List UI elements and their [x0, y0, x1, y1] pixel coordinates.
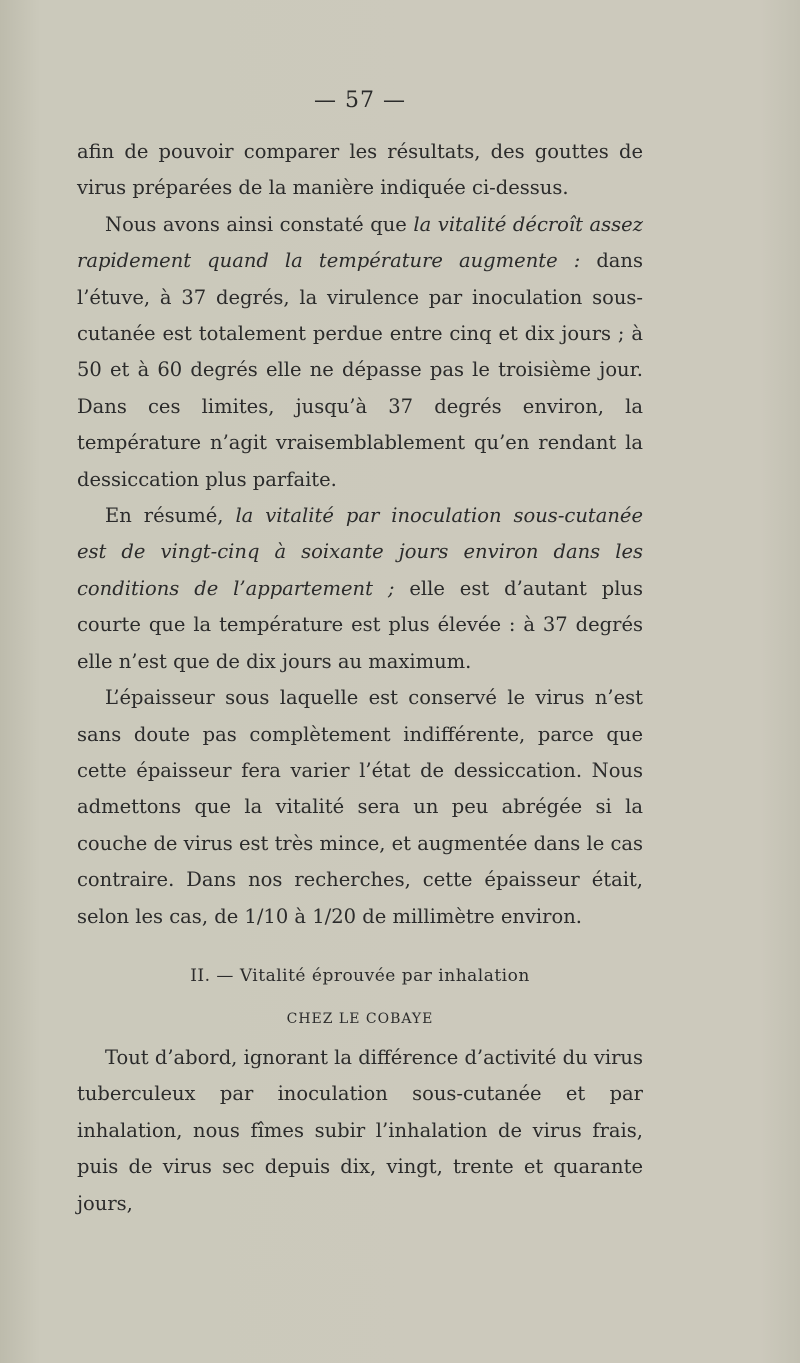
section-title-text: II. — Vitalité éprouvée par inhalation: [190, 966, 530, 986]
paragraph-text: dans l’étuve, à 37 degrés, la virulence par inoculation sous-cutanée est totalement perdue entre cinq et dix jours ; à 50 et à 60 degrés elle ne dépasse pas le troisième jour. Dans ces limites, jusqu’à 37 degrés environ, la température n’agit vraisemblablement qu’en rendant la dessiccation plus parfaite.: [77, 249, 643, 491]
paragraph: [77, 1040, 643, 1222]
paragraph-text: En résumé,: [105, 504, 236, 528]
page-number: — 57 —: [314, 88, 406, 113]
section-title-line1: [77, 966, 643, 986]
section-title-line2: [77, 1011, 643, 1027]
paragraph-text: L’épaisseur sous laquelle est conservé le virus n’est sans doute pas complètement indifférente, parce que cette épaisseur fera varier l’état de dessiccation. Nous admettons que la vitalité sera un peu abrégée si la couche de virus est très mince, et augmentée dans le cas contraire. Dans nos recherches, cette épaisseur était, selon les cas, de 1/10 à 1/20 de millimètre environ.: [77, 686, 643, 928]
paragraph-text: elle est d’autant plus courte que la température est plus élevée : à 37 degrés elle n’est que de dix jours au maximum.: [77, 576, 643, 673]
paragraph-text: Tout d’abord, ignorant la différence d’activité du virus tuberculeux par inoculation sous-cutanée et par inhalation, nous fîmes subir l’inhalation de virus frais, puis de virus sec depuis dix, vingt, trente et quarante jours,: [77, 1046, 643, 1215]
body-text-part2: [77, 1040, 643, 1222]
paragraph-text: Nous avons ainsi constaté que: [105, 212, 414, 236]
paragraph: [77, 498, 643, 680]
paragraph-text: afin de pouvoir comparer les résultats, des gouttes de virus préparées de la manière indiquée ci-dessus.: [77, 140, 643, 200]
italic-text: la vitalité par inoculation sous-cutanée est de vingt-cinq à soixante jours environ dans les conditions de l’appartement ;: [77, 504, 643, 600]
paragraph: [77, 680, 643, 935]
italic-text: la vitalité décroît assez rapidement quand la température augmente :: [77, 212, 643, 273]
body-text-part1: [77, 134, 643, 935]
section-subtitle-text: CHEZ LE COBAYE: [286, 1011, 434, 1027]
paragraph: [77, 207, 643, 498]
paragraph: [77, 134, 643, 207]
